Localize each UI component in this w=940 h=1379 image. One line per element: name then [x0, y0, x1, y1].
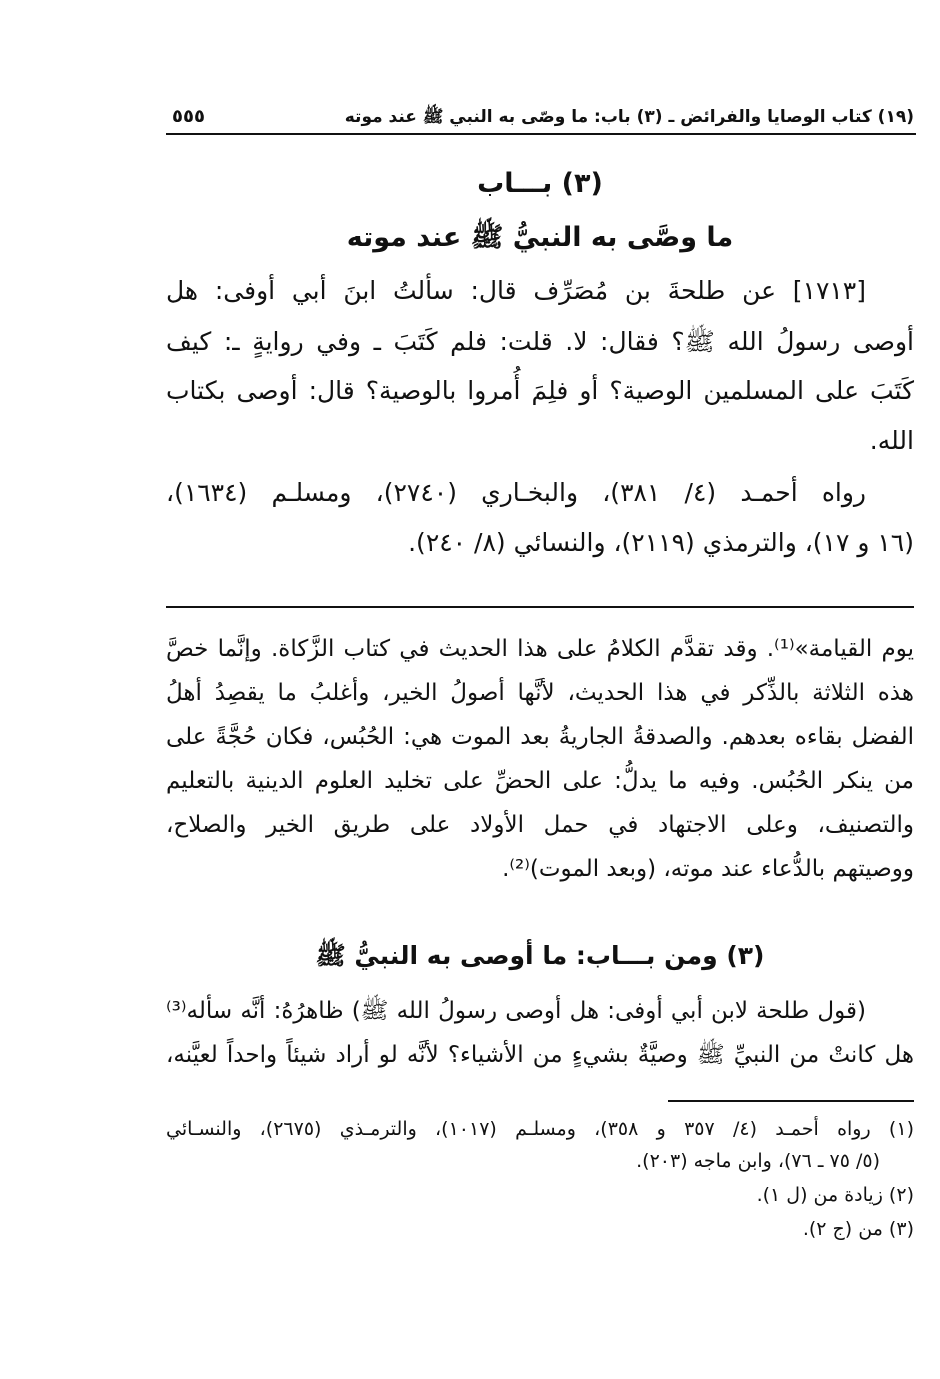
hadith-text: [166, 276, 914, 476]
commentary-line: هذه الثلاثة بالذِّكر في هذا الحديث، لأنَّها أصولُ الخير، وأغلبُ ما يقصِدُ أهلُ: [166, 680, 914, 706]
footnote-2: (٢) زيادة من (ل ١).: [756, 1184, 914, 1206]
commentary-continued: [166, 996, 914, 1086]
section-divider: [166, 606, 914, 608]
commentary-line: الفضل بقاءه بعدهم. والصدقةُ الجاريةُ بعد الموت هي: الحُبُس، فكان حُجَّةً على: [166, 724, 914, 750]
header-divider: [166, 133, 916, 135]
page-number: ٥٥٥: [172, 106, 205, 127]
source-line: (١٦ و ١٧)، والترمذي (٢١١٩)، والنسائي (٨/ ٢٤٠).: [408, 528, 914, 557]
footnotes: [166, 1118, 914, 1268]
running-header: [166, 100, 914, 134]
chapter-number: (٣) بـــاب: [477, 168, 603, 199]
commentary-line: والتصنيف، وعلى الاجتهاد في حمل الأولاد على طريق الخير والصلاح،: [166, 812, 914, 838]
sub-chapter-heading: (٣) ومن بـــاب: ما أوصى به النبيُّ ﷺ: [315, 941, 765, 970]
chapter-title: ما وصَّى به النبيُّ ﷺ عند موته: [346, 222, 734, 253]
hadith-line: أوصى رسولُ الله ﷺ؟ فقال: لا. قلت: فلم كَتَبَ ـ وفي روايةٍ ـ: كيف: [166, 327, 914, 356]
commentary-line: ووصيتهم بالدُّعاء عند موته، (وبعد الموت)⁽²⁾.: [502, 856, 914, 882]
commentary-line: (قول طلحة لابن أبي أوفى: هل أوصى رسولُ الله ﷺ) ظاهرُهُ: أنَّه سأله⁽³⁾: [166, 998, 866, 1024]
hadith-line: كَتَبَ على المسلمين الوصية؟ أو فلِمَ أُمروا بالوصية؟ قال: أوصى بكتاب: [166, 376, 914, 405]
hadith-line: الله.: [869, 426, 914, 455]
hadith-sources: [166, 478, 914, 578]
source-line: رواه أحمـد (٤/ ٣٨١)، والبخـاري (٢٧٤٠)، ومسلـم (١٦٣٤)،: [166, 478, 867, 507]
footnote-divider: [668, 1100, 914, 1102]
commentary-line: من ينكر الحُبُس. وفيه ما يدلُّ: على الحضِّ على تخليد العلوم الدينية بالتعليم: [166, 768, 914, 794]
footnote-1-continued: (٥/ ٧٥ ـ ٧٦)، وابن ماجه (٢٠٣).: [636, 1150, 880, 1172]
hadith-line: [١٧١٣] عن طلحةَ بن مُصَرِّف قال: سألتُ ابنَ أبي أوفى: هل: [166, 276, 866, 305]
commentary-text: [166, 636, 914, 906]
footnote-3: (٣) من (ج ٢).: [802, 1218, 914, 1240]
running-header-title: (١٩) كتاب الوصايا والفرائض ـ (٣) باب: ما وصّى به النبي ﷺ عند موته: [344, 107, 914, 127]
commentary-line: يوم القيامة»⁽¹⁾. وقد تقدَّم الكلامُ على هذا الحديث في كتاب الزَّكاة. وإنَّما خصَّ: [166, 636, 914, 662]
commentary-line: هل كانتْ من النبيِّ ﷺ وصيَّةٌ بشيءٍ من الأشياء؟ لأنَّه لو أراد شيئاً واحداً لعيَّنه،: [166, 1042, 914, 1068]
footnote-1: (١) رواه أحمـد (٤/ ٣٥٧ و ٣٥٨)، ومسلـم (١٠١٧)، والترمـذي (٢٦٧٥)، والنسـائي: [166, 1118, 914, 1140]
